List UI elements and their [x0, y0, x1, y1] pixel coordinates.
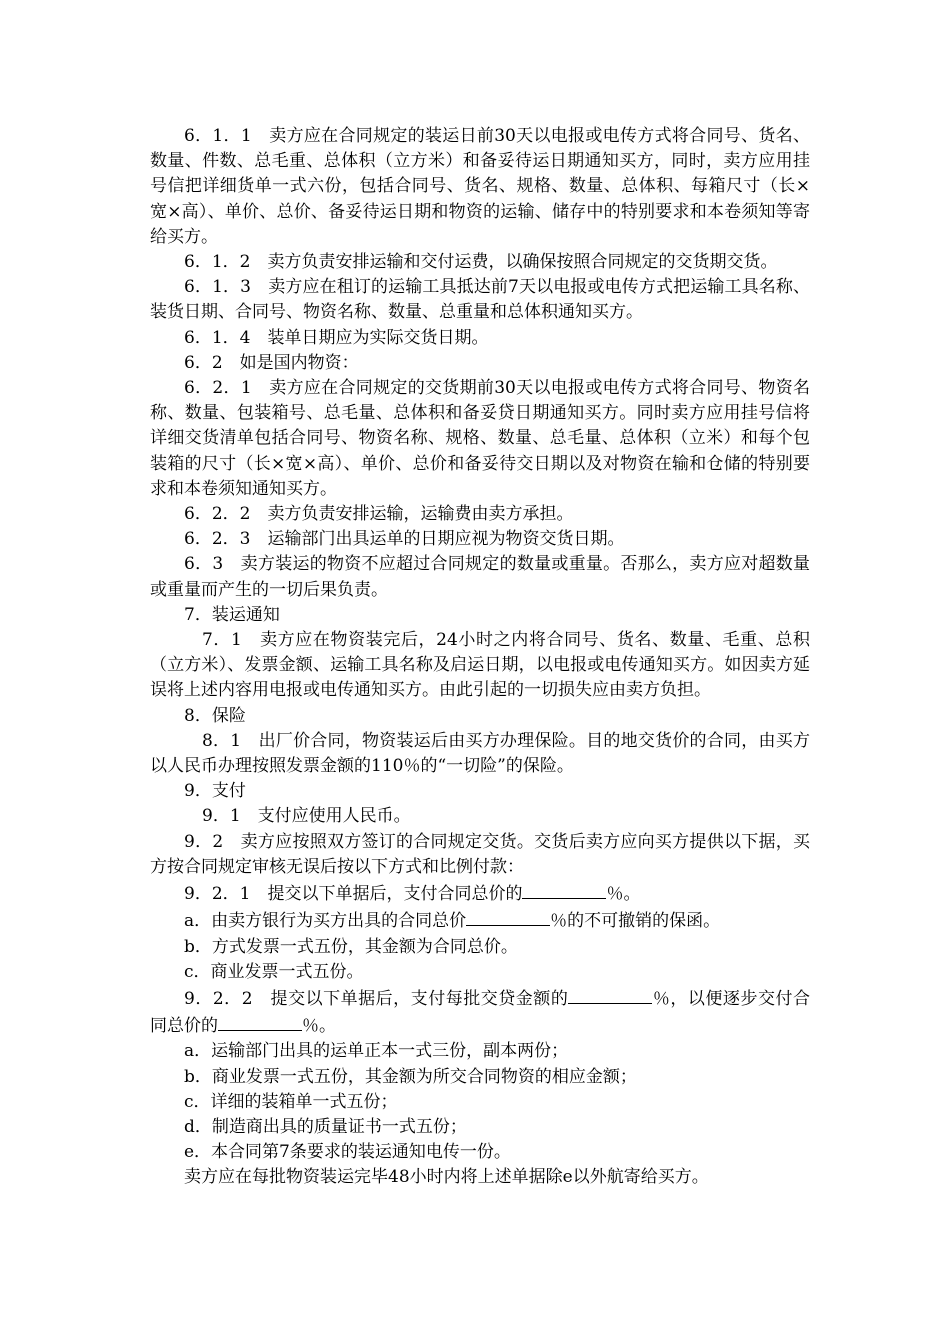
clause-6-2-1: 6．2．1 卖方应在合同规定的交货期前30天以电报或电传方式将合同号、物资名称、数量、包装箱号、总毛量、总体积和备妥贷日期通知买方。同时卖方应用挂号信将详细交货清单包括合同号、物资名称、规格、数量、总毛量、总体积（立米）和每个包装箱的尺寸（长×宽×高）、单价、总价和备妥待交日期以及对物资在输和仓储的特别要求和本卷须知通知买方。 — [150, 378, 810, 499]
list-item-c: c．商业发票一式五份。 — [184, 961, 364, 982]
section-7-heading: 7．装运通知 — [184, 604, 280, 625]
clause-7-1: 7．1 卖方应在物资装完后，24小时之内将合同号、货名、数量、毛重、总积（立方米）、发票金额、运输工具名称及启运日期，以电报或电传通知买方。如因卖方延误将上述内容用电报或电传通知买方。由此引起的一切损失应由卖方负担。 — [150, 630, 810, 701]
fill-in-blank[interactable] — [568, 985, 652, 1004]
clause-6-2-2: 6．2．2 卖方负责安排运输，运输费由卖方承担。 — [184, 504, 574, 525]
clause-6-2: 6．2 如是国内物资： — [184, 352, 359, 373]
clause-9-2-1: 9．2．1 提交以下单据后，支付合同总价的 ％。 — [150, 880, 810, 907]
clause-8-1: 8．1 出厂价合同，物资装运后由买方办理保险。目的地交货价的合同，由买方以人民币办理按照发票金额的110％的“一切险”的保险。 — [150, 730, 810, 777]
clause-6-1-4: 6．1．4 装单日期应为实际交货日期。 — [184, 327, 489, 348]
clause-9-1: 9．1 支付应使用人民币。 — [202, 806, 411, 827]
fill-in-blank[interactable] — [522, 880, 606, 899]
closing-paragraph: 卖方应在每批物资装运完毕48小时内将上述单据除e以外航寄给买方。 — [184, 1167, 709, 1188]
clause-9-2: 9．2 卖方应按照双方签订的合同规定交货。交货后卖方应向买方提供以下据，买方按合同规定审核无误后按以下方式和比例付款： — [150, 831, 810, 877]
list-item-c: c．详细的装箱单一式五份； — [184, 1091, 398, 1112]
list-item-a: a．由卖方银行为买方出具的合同总价 ％的不可撤销的保函。 — [150, 907, 810, 934]
list-item-e: e．本合同第7条要求的装运通知电传一份。 — [184, 1142, 511, 1163]
clause-6-2-3: 6．2．3 运输部门出具运单的日期应视为物资交货日期。 — [184, 529, 625, 550]
clause-6-1-2: 6．1．2 卖方负责安排运输和交付运费，以确保按照合同规定的交货期交货。 — [184, 252, 778, 273]
section-8-heading: 8．保险 — [184, 705, 246, 726]
list-item-a: a．运输部门出具的运单正本一式三份，副本两份； — [184, 1041, 569, 1062]
clause-6-1-3: 6．1．3 卖方应在租订的运输工具抵达前7天以电报或电传方式把运输工具名称、装货日期、合同号、物资名称、数量、总重量和总体积通知买方。 — [150, 277, 810, 323]
list-item-d: d．制造商出具的质量证书一式五份； — [184, 1116, 467, 1137]
fill-in-blank[interactable] — [218, 1012, 302, 1031]
list-item-b: b．商业发票一式五份，其金额为所交合同物资的相应金额； — [184, 1066, 637, 1087]
clause-6-1-1: 6．1．1 卖方应在合同规定的装运日前30天以电报或电传方式将合同号、货名、数量、件数、总毛重、总体积（立方米）和备妥待运日期通知买方，同时，卖方应用挂号信把详细货单一式六份，包括合同号、货名、规格、数量、总体积、每箱尺寸（长×宽×高）、单价、总价、备妥待运日期和物资的运输、储存中的特别要求和本卷须知等寄给买方。 — [150, 126, 810, 247]
section-9-heading: 9．支付 — [184, 781, 246, 802]
list-item-b: b．方式发票一式五份，其金额为合同总价。 — [184, 936, 518, 957]
clause-9-2-2: 9．2．2 提交以下单据后，支付每批交贷金额的 ％，以便逐步交付合同总价的 ％。 — [150, 985, 810, 1039]
fill-in-blank[interactable] — [466, 907, 550, 926]
clause-6-3: 6．3 卖方装运的物资不应超过合同规定的数量或重量。否那么，卖方应对超数量或重量而产生的一切后果负责。 — [150, 554, 810, 600]
document-body — [150, 124, 810, 1191]
